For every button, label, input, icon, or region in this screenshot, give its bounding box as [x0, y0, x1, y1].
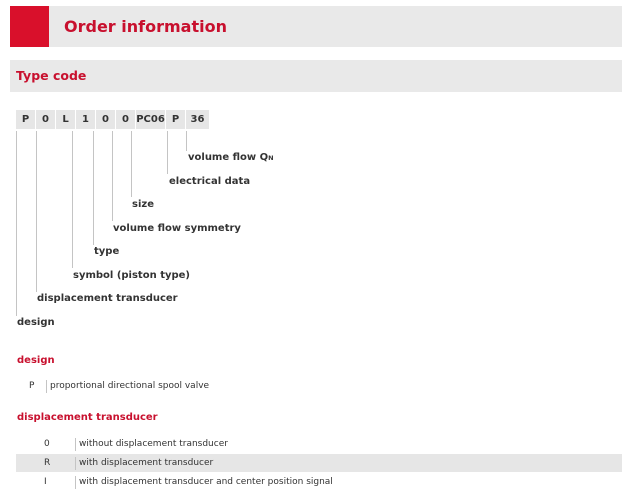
- leader-line-volume-flow-symmetry: [112, 131, 113, 221]
- displacement-row-description: without displacement transducer: [79, 439, 228, 449]
- page-title: Order information: [64, 17, 227, 36]
- design-row-description: proportional directional spool valve: [50, 381, 210, 391]
- type-code-box-displacement-transducer: 0: [36, 110, 55, 129]
- displacement-transducer-section-title: displacement transducer: [17, 412, 158, 423]
- displacement-row-code: R: [44, 458, 51, 468]
- displacement-row-code: 0: [44, 439, 50, 449]
- design-section-title: design: [17, 355, 55, 366]
- type-code-box-symbol: L: [56, 110, 75, 129]
- label-volume-flow-symmetry: volume flow symmetry: [113, 223, 241, 234]
- type-code-box-volume-flow-symmetry: 0: [96, 110, 115, 129]
- label-size: size: [132, 199, 154, 210]
- type-code-box-volume-flow-value: 36: [186, 110, 209, 129]
- row-separator: [46, 380, 47, 393]
- design-row-code: P: [29, 381, 35, 391]
- label-design: design: [17, 317, 55, 328]
- label-displacement-transducer: displacement transducer: [37, 293, 178, 304]
- displacement-row-code: I: [44, 477, 47, 487]
- row-separator: [75, 438, 76, 451]
- displacement-row-description: with displacement transducer: [79, 458, 214, 468]
- label-type: type: [94, 246, 120, 257]
- type-code-box-size: 0: [116, 110, 135, 129]
- displacement-row-description: with displacement transducer and center position signal: [79, 477, 333, 487]
- row-separator: [75, 476, 76, 489]
- label-volume-flow-text: volume flow Q: [188, 152, 269, 163]
- table-row: [16, 377, 622, 395]
- leader-line-displacement-transducer: [36, 131, 37, 292]
- leader-line-volume-flow: [186, 131, 187, 151]
- type-code-box-type: 1: [76, 110, 95, 129]
- label-volume-flow-subscript: N: [268, 154, 274, 162]
- leader-line-electrical-data: [167, 131, 168, 174]
- type-code-box-electrical-data: PC06: [136, 110, 165, 129]
- type-code-section-title: Type code: [16, 68, 87, 83]
- title-bar: [10, 6, 622, 47]
- table-row: [16, 473, 622, 491]
- brand-accent-block: [10, 6, 49, 47]
- type-code-section-header: [10, 60, 622, 92]
- label-symbol: symbol (piston type): [73, 270, 190, 281]
- leader-line-size: [131, 131, 132, 197]
- type-code-box-volume-flow-letter: P: [166, 110, 185, 129]
- label-volume-flow: [188, 152, 274, 164]
- leader-line-design: [16, 131, 17, 316]
- table-row: [16, 435, 622, 453]
- type-code-box-design: P: [16, 110, 35, 129]
- table-row: [16, 454, 622, 472]
- leader-line-type: [93, 131, 94, 245]
- label-electrical-data: electrical data: [169, 176, 251, 187]
- leader-line-symbol: [72, 131, 73, 268]
- row-separator: [75, 457, 76, 470]
